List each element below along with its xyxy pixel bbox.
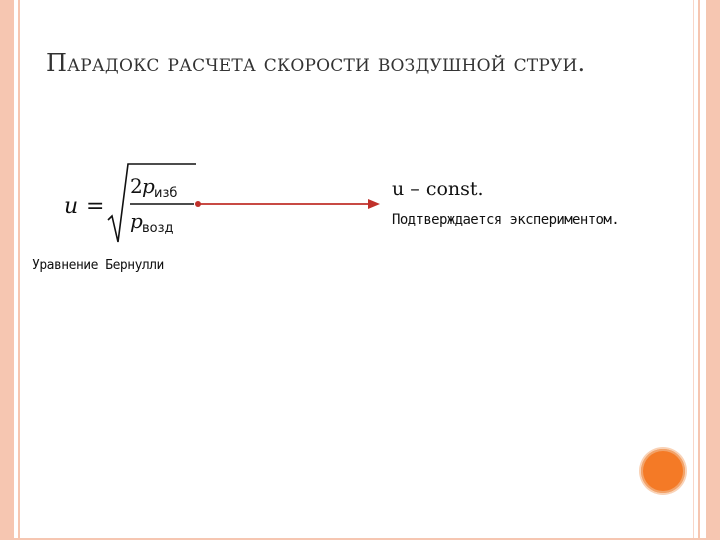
result-constant-text: u – const. [392,178,484,200]
formula-equals: = [86,194,105,219]
frame-left-border [0,0,14,540]
frame-right-inner-line [698,0,700,540]
numerator-variable: p [142,174,155,198]
frame-left-inner-line [18,0,20,540]
formula-lhs: u [64,194,79,219]
bernoulli-formula [60,160,200,250]
formula-graphic [60,160,200,250]
denominator-subscript: возд [142,221,174,236]
formula-caption: Уравнение Бернулли [32,258,164,273]
arrow-right-icon [192,196,382,212]
result-confirmation-text: Подтверждается экспериментом. [392,212,620,228]
numerator-subscript: изб [154,186,178,201]
frame-right-inner-line-2 [693,0,694,540]
denominator-variable: p [130,209,143,233]
nav-circle-icon[interactable] [641,449,685,493]
slide-title: Парадокс расчета скорости воздушной струи. [46,49,586,77]
numerator-coefficient: 2 [130,174,143,198]
frame-right-border [706,0,720,540]
